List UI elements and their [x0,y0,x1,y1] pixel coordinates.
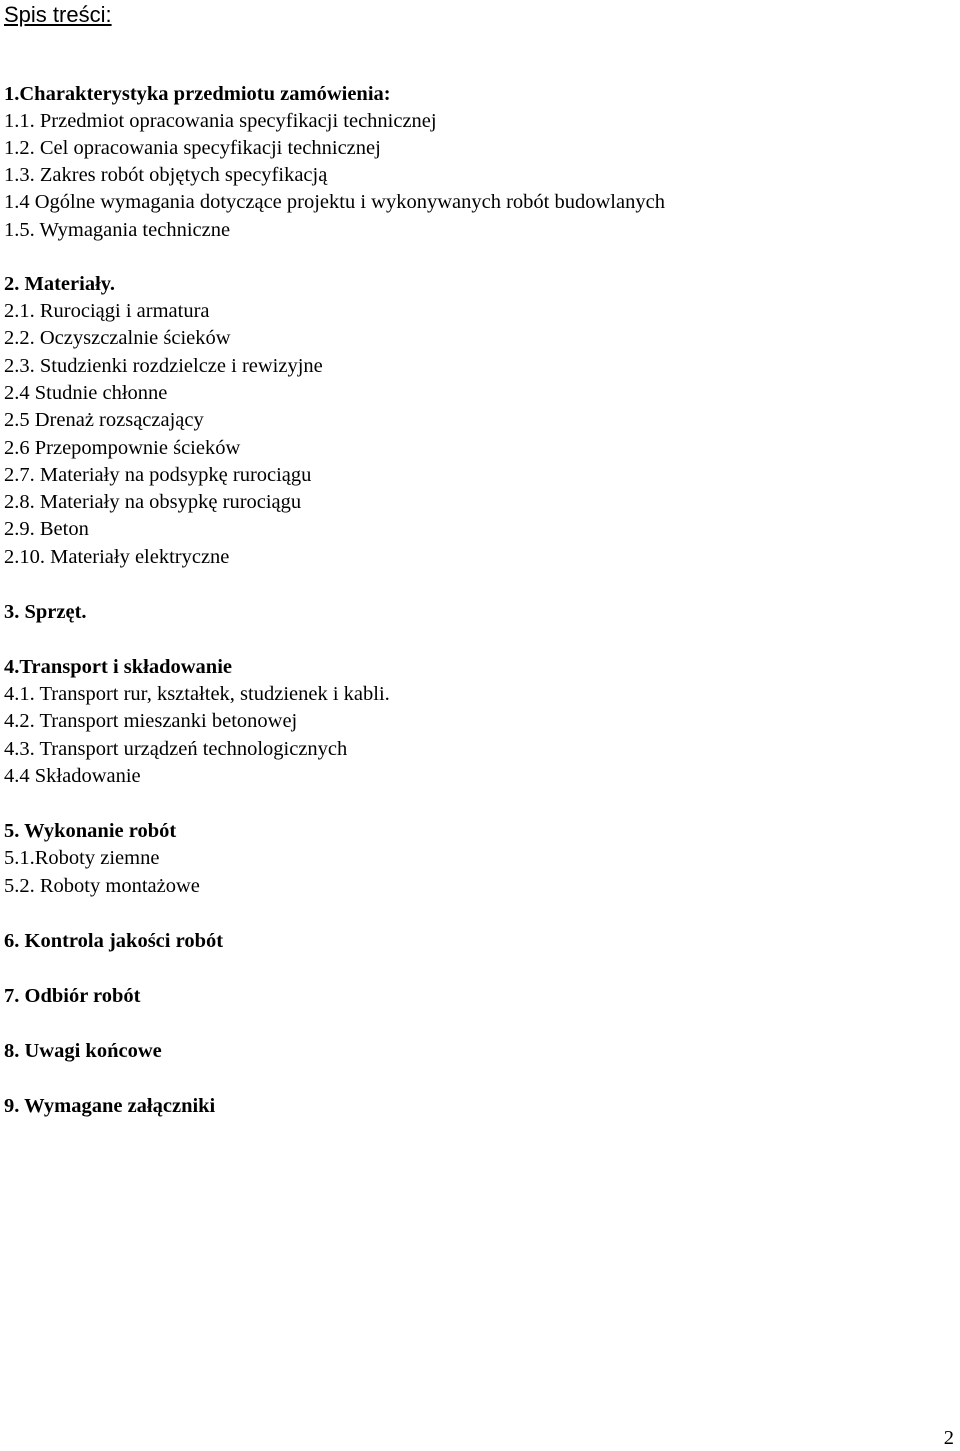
toc-entry-2-9: 2.9. Beton [4,518,89,540]
toc-entry-4-4: 4.4 Składowanie [4,765,141,787]
toc-entry-4-1: 4.1. Transport rur, kształtek, studzienek i kabli. [4,683,390,705]
toc-entry-1-5: 1.5. Wymagania techniczne [4,219,231,241]
toc-title: Spis treści: [4,2,112,27]
toc-entry-4-2: 4.2. Transport mieszanki betonowej [4,710,298,732]
toc-entry-2-5: 2.5 Drenaż rozsączający [4,409,204,431]
toc-heading-1: 1.Charakterystyka przedmiotu zamówienia: [4,83,391,105]
toc-entry-4-3: 4.3. Transport urządzeń technologicznych [4,738,348,760]
toc-entry-2-6: 2.6 Przepompownie ścieków [4,437,241,459]
toc-entry-1-4: 1.4 Ogólne wymagania dotyczące projektu i wykonywanych robót budowlanych [4,191,665,213]
toc-entry-1-3: 1.3. Zakres robót objętych specyfikacją [4,164,328,186]
toc-heading-8: 8. Uwagi końcowe [4,1040,162,1062]
toc-heading-4: 4.Transport i składowanie [4,656,233,678]
toc-entry-2-8: 2.8. Materiały na obsypkę rurociągu [4,491,302,513]
toc-entry-5-2: 5.2. Roboty montażowe [4,875,200,897]
toc-entry-2-7: 2.7. Materiały na podsypkę rurociągu [4,464,312,486]
toc-entry-5-1: 5.1.Roboty ziemne [4,847,160,869]
toc-heading-5: 5. Wykonanie robót [4,820,177,842]
toc-entry-2-10: 2.10. Materiały elektryczne [4,546,230,568]
toc-entry-1-1: 1.1. Przedmiot opracowania specyfikacji technicznej [4,110,437,132]
toc-heading-2: 2. Materiały. [4,273,116,295]
toc-heading-7: 7. Odbiór robót [4,985,141,1007]
page-number: 2 [943,1427,954,1449]
toc-entry-2-3: 2.3. Studzienki rozdzielcze i rewizyjne [4,355,323,377]
toc-heading-9: 9. Wymagane załączniki [4,1095,216,1117]
toc-entry-2-4: 2.4 Studnie chłonne [4,382,168,404]
toc-entry-2-2: 2.2. Oczyszczalnie ścieków [4,327,231,349]
toc-heading-6: 6. Kontrola jakości robót [4,930,224,952]
toc-heading-3: 3. Sprzęt. [4,601,87,623]
toc-entry-1-2: 1.2. Cel opracowania specyfikacji technicznej [4,137,381,159]
toc-entry-2-1: 2.1. Rurociągi i armatura [4,300,210,322]
